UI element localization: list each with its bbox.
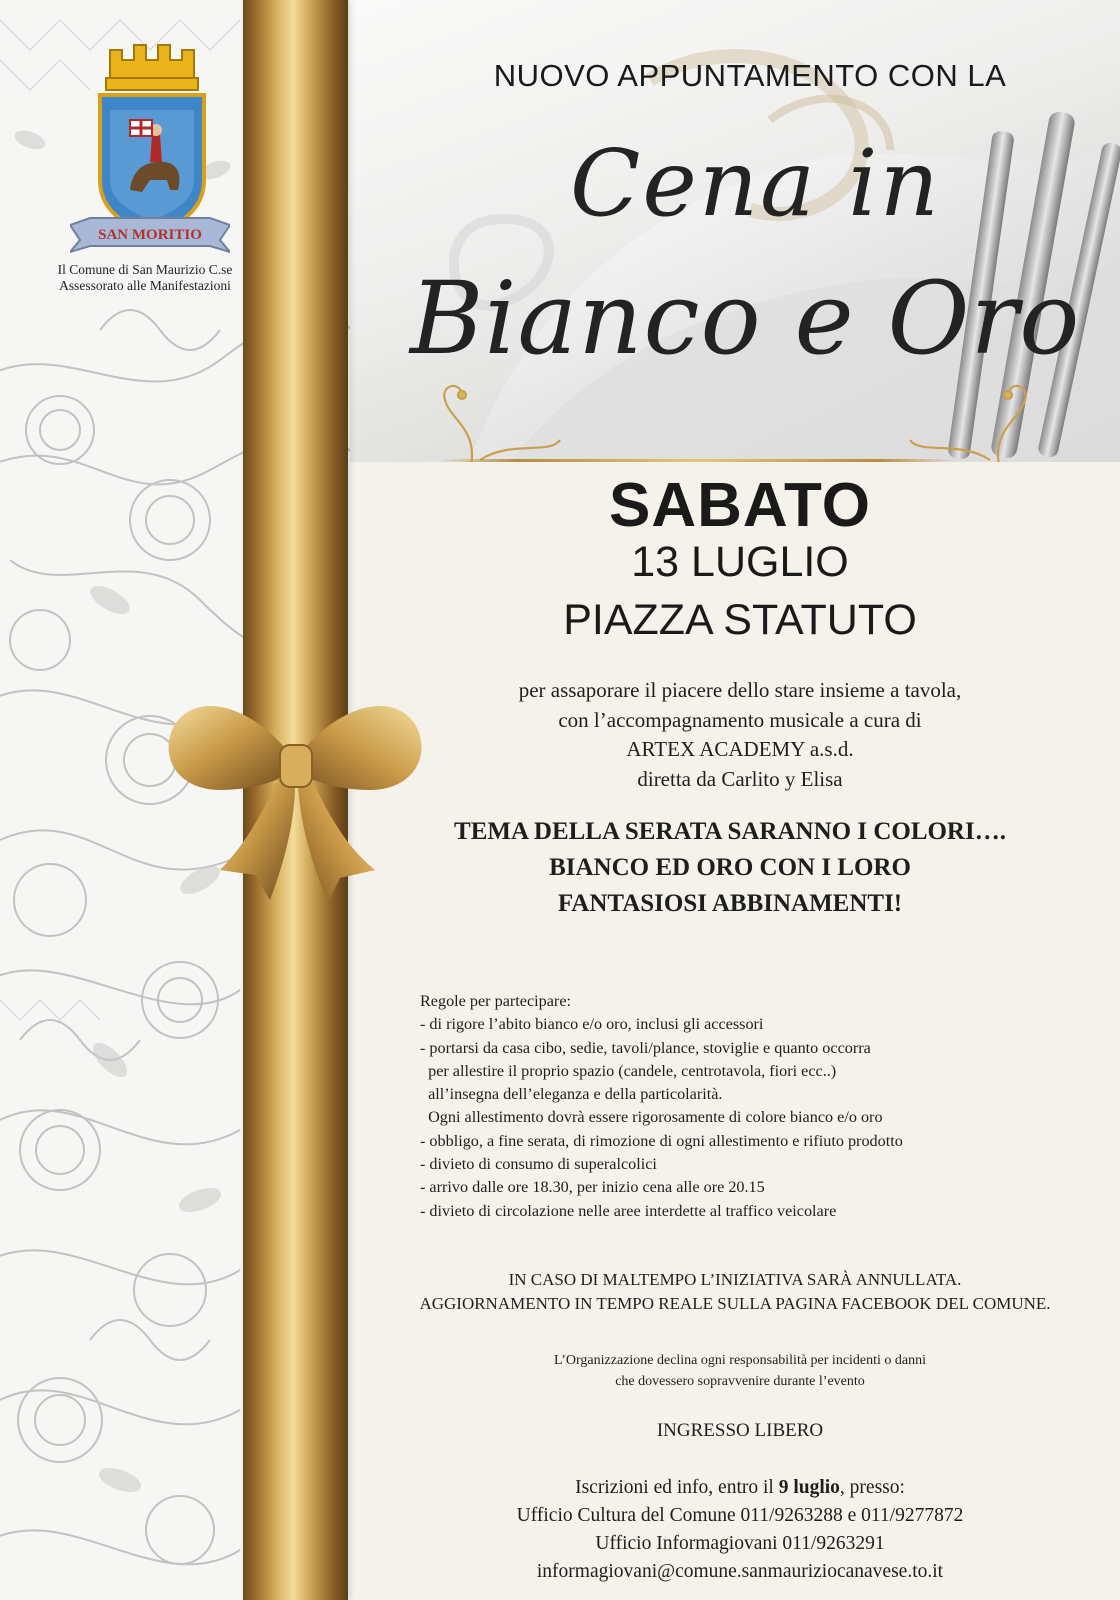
rule-item: - divieto di circolazione nelle aree interdette al traffico veicolare: [420, 1201, 837, 1220]
disclaimer-line: L’Organizzazione declina ogni responsabilità per incidenti o danni: [553, 1353, 927, 1368]
theme-line: FANTASIOSI ABBINAMENTI!: [557, 890, 903, 917]
rule-item: - arrivo dalle ore 18.30, per inizio cena alle ore 20.15: [420, 1178, 765, 1197]
intro-line: per assaporare il piacere dello stare insieme a tavola,: [518, 678, 962, 702]
gold-divider-line: [440, 459, 955, 462]
participation-rules: [420, 990, 1100, 1223]
logo-caption-line1: Il Comune di San Maurizio C.se: [57, 262, 233, 277]
logo-caption-line2: Assessorato alle Manifestazioni: [59, 278, 231, 293]
logo-caption: [30, 262, 260, 294]
intro-line: ARTEX ACADEMY a.s.d.: [626, 737, 854, 761]
rule-item: - portarsi da casa cibo, sedie, tavoli/plance, stoviglie e quanto occorra: [420, 1038, 871, 1057]
event-title-line1: Cena in: [570, 130, 941, 237]
free-entry-label: INGRESSO LIBERO: [656, 1420, 824, 1441]
signup-prefix: Iscrizioni ed info, entro il: [575, 1477, 779, 1498]
event-day: SABATO: [608, 471, 872, 540]
weather-line: IN CASO DI MALTEMPO L’INIZIATIVA SARÀ ANNULLATA.: [508, 1270, 962, 1289]
event-title: [390, 110, 1110, 410]
event-date: 13 LUGLIO: [631, 538, 849, 586]
rule-item: per allestire il proprio spazio (candele, centrotavola, fiori ecc..): [420, 1061, 837, 1080]
contact-email[interactable]: informagiovani@comune.sanmauriziocanavese.to.it: [536, 1561, 944, 1582]
headline: NUOVO APPUNTAMENTO CON LA: [493, 58, 1007, 93]
signup-deadline: 9 luglio: [778, 1477, 840, 1498]
rule-item: all’insegna dell’eleganza e della particolarità.: [420, 1085, 723, 1104]
theme-line: BIANCO ED ORO CON I LORO: [549, 854, 911, 881]
crest-icon: [70, 40, 230, 255]
theme-line: TEMA DELLA SERATA SARANNO I COLORI….: [454, 818, 1006, 845]
rule-item: Ogni allestimento dovrà essere rigorosamente di colore bianco e/o oro: [420, 1108, 883, 1127]
intro-line: con l’accompagnamento musicale a cura di: [558, 707, 922, 732]
rule-item: - di rigore l’abito bianco e/o oro, inclusi gli accessori: [420, 1015, 764, 1034]
intro-paragraph: [420, 676, 1060, 794]
rule-item: - obbligo, a fine serata, di rimozione di ogni allestimento e rifiuto prodotto: [420, 1131, 903, 1150]
logo-banner-text: SAN MORITIO: [98, 227, 202, 243]
rule-item: - divieto di consumo di superalcolici: [420, 1155, 657, 1174]
event-title-line2: Bianco e Oro: [410, 260, 1081, 377]
disclaimer: [420, 1350, 1060, 1392]
intro-line: diretta da Carlito y Elisa: [637, 766, 843, 791]
signup-suffix: , presso:: [839, 1477, 905, 1498]
rules-heading: Regole per partecipare:: [420, 992, 571, 1010]
disclaimer-line: che dovessero sopravvenire durante l’evento: [615, 1374, 865, 1389]
youth-office-phone: Ufficio Informagiovani 011/9263291: [595, 1533, 885, 1554]
contact-info: [420, 1474, 1060, 1586]
event-place: PIAZZA STATUTO: [563, 596, 917, 644]
signup-line: [420, 1474, 1060, 1502]
culture-office-phone: Ufficio Cultura del Comune 011/9263288 e 011/9277872: [516, 1505, 964, 1526]
theme-statement: [370, 814, 1090, 922]
weather-notice: [360, 1268, 1110, 1316]
weather-line: AGGIORNAMENTO IN TEMPO REALE SULLA PAGINA FACEBOOK DEL COMUNE.: [419, 1294, 1051, 1313]
